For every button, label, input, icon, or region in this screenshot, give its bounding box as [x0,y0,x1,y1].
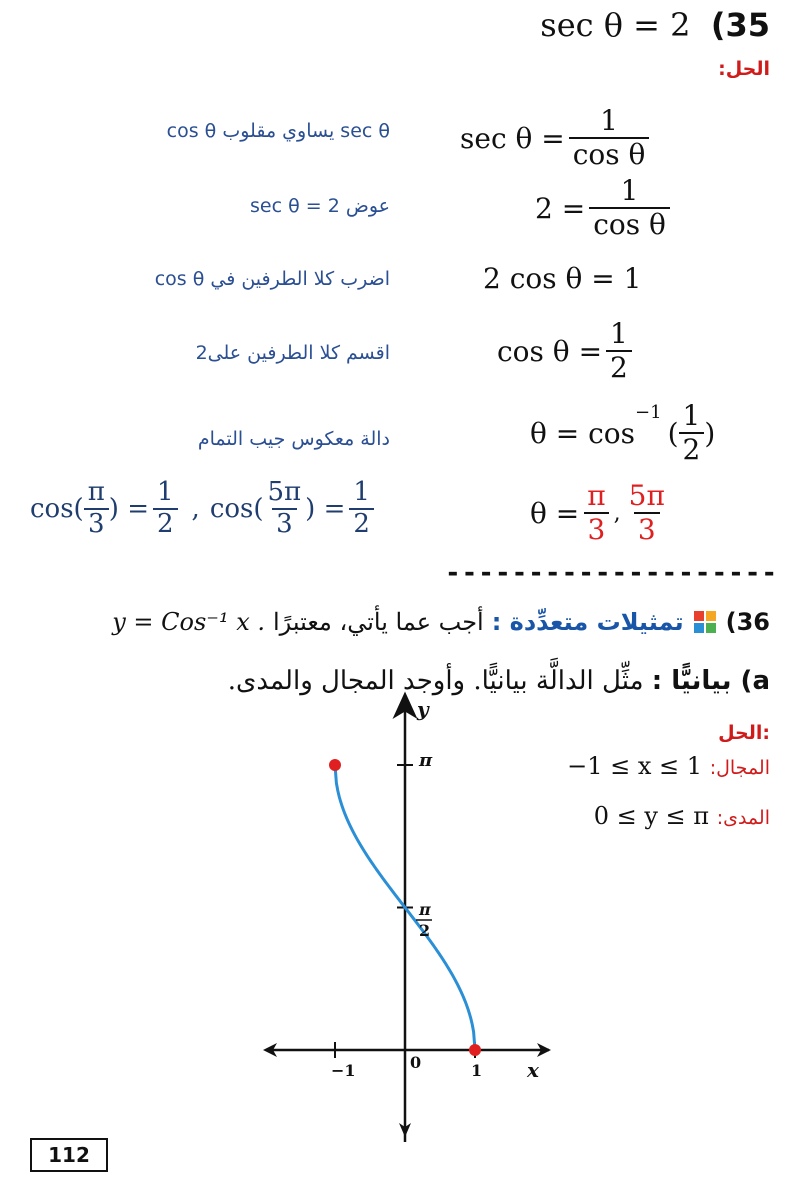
problem-36-prompt: أجب عما يأتي، معتبرًا [273,608,484,636]
x-tick-label-neg1: −1 [331,1061,356,1080]
problem-36-function: y = Cos⁻¹ x . [112,608,265,636]
arccos-graph [255,690,555,1150]
step-2-equation [535,175,674,241]
y-tick-label-pi-over-2 [416,900,432,940]
problem-36-solution-label: الحل: [718,722,770,744]
step-2-left: 2 = [535,191,586,225]
check-1-result-denominator: 2 [153,508,178,540]
range-label: المدى: [716,807,770,829]
step-5-numerator: 1 [682,399,701,432]
step-1-numerator: 1 [600,104,618,137]
check-1-denominator: 3 [84,508,109,540]
section-separator: -------------------- [445,558,779,588]
step-2-denominator: cos θ [589,207,670,241]
x-tick-label-1: 1 [471,1061,483,1080]
range-line [594,802,770,830]
step-1-left: sec θ = [460,121,565,155]
step-5-denominator: 2 [679,432,705,466]
step-5-note: دالة معكوس جيب التمام [197,428,390,450]
range-value: 0 ≤ y ≤ π [593,802,710,830]
problem-35-equation: sec θ = 2 [540,6,691,44]
answer-1-numerator: π [587,479,606,512]
check-2-result-denominator: 2 [349,508,374,540]
step-1-denominator: cos θ [569,137,650,171]
step-1-equation [460,105,653,171]
step-4-fraction [606,318,632,384]
check-2-result-numerator: 1 [353,477,370,507]
problem-35-number: (35 [710,6,770,44]
answer-2-fraction [625,480,669,546]
step-5-fraction [679,400,705,466]
x-axis-label: x [527,1058,539,1082]
problem-36-number: 36) [725,608,770,636]
answer-1-denominator: 3 [584,512,610,546]
answer-2-denominator: 3 [634,512,660,546]
problem-35-heading [540,6,770,44]
step-4-left: cos θ = [497,334,603,368]
answer-2-numerator: 5π [628,479,665,512]
part-a-label: a) بيانيًّا : [651,666,770,696]
page-number: 112 [30,1138,108,1172]
problem-35-solution-label: الحل: [718,58,770,80]
domain-value: −1 ≤ x ≤ 1 [567,752,703,780]
check-2-denominator: 3 [272,508,297,540]
endpoint-1 [329,759,341,771]
domain-label: المجال: [709,757,770,779]
multiple-representations-icon [692,609,718,635]
step-6-left: θ = [530,496,580,530]
step-3-equation: 2 cos θ = 1 [483,262,642,295]
part-a-text: مثِّل الدالَّة بيانيًّا. وأوجد المجال والمدى. [227,666,644,696]
step-4-equation [497,318,636,384]
svg-text:2: 2 [419,921,431,940]
answer-1-fraction [583,480,609,546]
svg-text:π: π [419,900,431,919]
step-2-numerator: 1 [620,174,639,207]
step-6-check: cos( $\frac{\pi}{3}$ ) = $\frac{1}{2}$ , cos( $\frac{5\pi}{3}$ ) = $\frac{1}{2}$ [30,478,378,540]
endpoint-2 [469,1044,481,1056]
step-2-fraction [589,175,670,241]
domain-line [567,752,770,780]
step-5-left: θ = cos [530,416,636,450]
check-2-numerator: 5π [267,477,302,507]
step-2-note: عوض sec θ = 2 [250,195,390,217]
step-6-equation: θ = $\frac{\pi}{3}$ , $\frac{5\pi}{3}$ [530,480,673,546]
step-5-equation: θ = cos $^{-1}$ ( $\frac{1}{2}$ ) [530,399,716,467]
step-4-note: اقسم كلا الطرفين على2 [195,342,390,364]
step-1-fraction [569,105,650,171]
x-tick-label-0: 0 [410,1053,422,1072]
check-1-result-numerator: 1 [157,477,174,507]
step-4-denominator: 2 [606,350,632,384]
y-tick-label-pi: π [419,750,433,771]
problem-36-heading [112,608,770,636]
check-1-numerator: π [87,477,105,507]
y-axis-label: y [417,697,429,721]
step-1-note: sec θ يساوي مقلوب cos θ [166,120,390,142]
step-5-superscript: −1 [635,402,662,423]
step-4-numerator: 1 [610,317,628,350]
problem-36-title: تمثيلات متعدِّدة : [491,608,684,636]
step-3-note: اضرب كلا الطرفين في cos θ [154,268,390,290]
